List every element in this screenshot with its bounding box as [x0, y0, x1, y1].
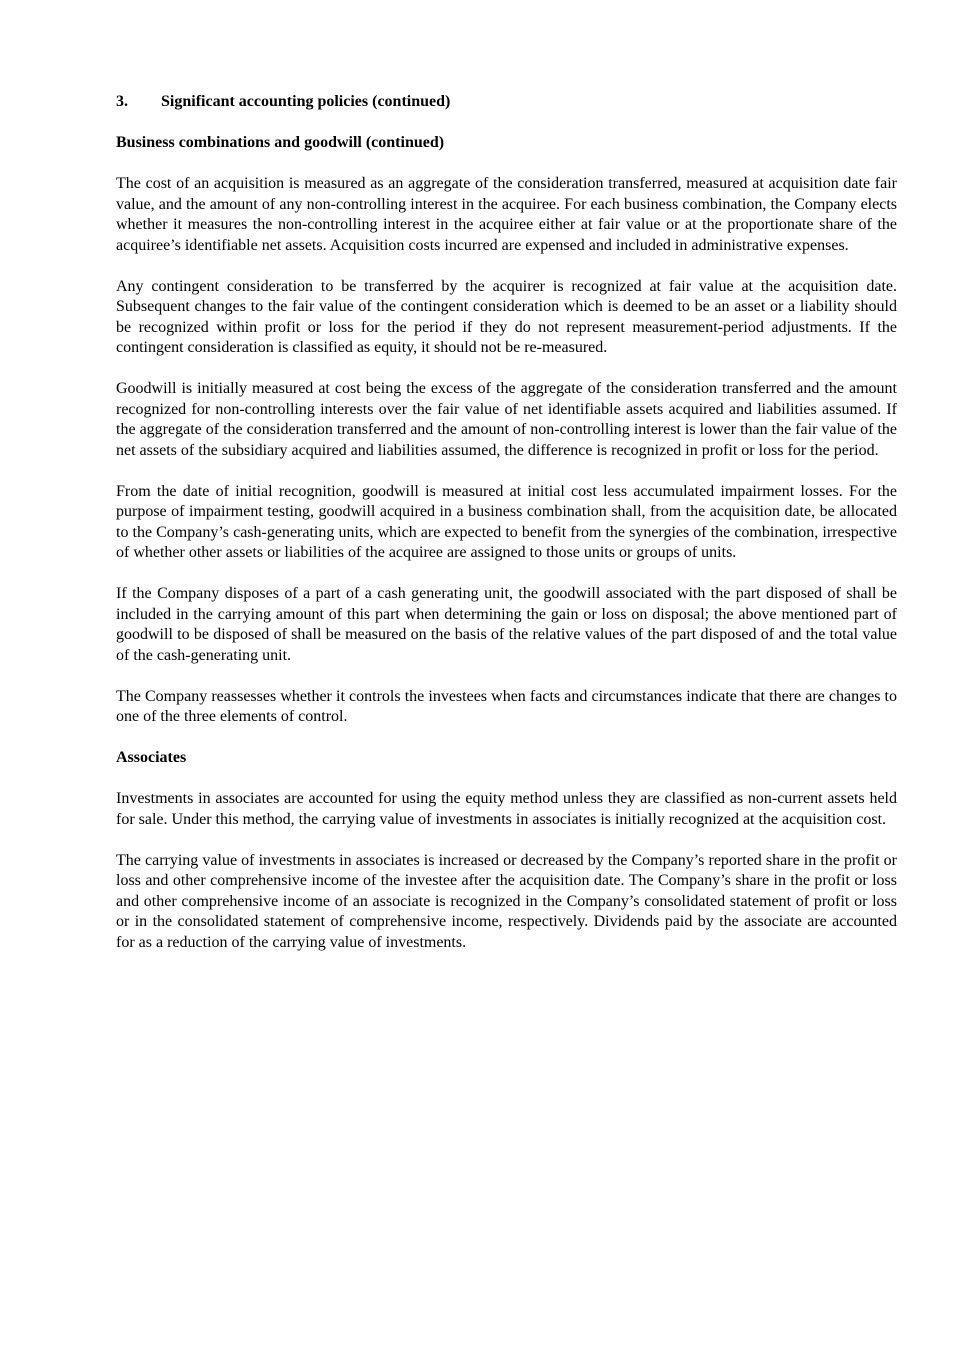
document-page [116, 92, 897, 974]
paragraph-goodwill-initial: Goodwill is initially measured at cost being the excess of the aggregate of the consideration transferred and the amount recognized for non-controlling interests over the fair value of net identifiable assets acquired and liabilities assumed. If the aggregate of the consideration transferred and the amount of non-controlling interest is lower than the fair value of the net assets of the subsidiary acquired and liabilities assumed, the difference is recognized in profit or loss for the period. [116, 380, 897, 459]
section-heading [116, 92, 897, 113]
associates-heading: Associates [116, 749, 187, 766]
paragraph-contingent-consideration: Any contingent consideration to be transferred by the acquirer is recognized at fair value at the acquisition date. Subsequent changes to the fair value of the contingent consideration which is deemed to be an asset or a liability should be recognized within profit or loss for the period if they do not represent measurement-period adjustments. If the contingent consideration is classified as equity, it should not be re-measured. [116, 277, 897, 356]
business-combinations-heading: Business combinations and goodwill (continued) [116, 134, 445, 151]
section-title: Significant accounting policies (continued) [161, 93, 451, 110]
paragraph-associates-carrying-value: The carrying value of investments in associates is increased or decreased by the Company’s reported share in the profit or loss and other comprehensive income of the investee after the acquisition date. The Company’s share in the profit or loss and other comprehensive income of an associate is recognized in the Company’s consolidated statement of profit or loss or in the consolidated statement of comprehensive income, respectively. Dividends paid by the associate are accounted for as a reduction of the carrying value of investments. [116, 851, 897, 951]
paragraph-acquisition-cost: The cost of an acquisition is measured as an aggregate of the consideration transferred, measured at acquisition date fair value, and the amount of any non-controlling interest in the acquiree. For each business combination, the Company elects whether it measures the non-controlling interest in the acquiree either at fair value or at the proportionate share of the acquiree’s identifiable net assets. Acquisition costs incurred are expensed and included in administrative expenses. [116, 175, 897, 254]
section-number: 3. [116, 93, 128, 110]
paragraph-associates-equity-method: Investments in associates are accounted for using the equity method unless they are classified as non-current assets held for sale. Under this method, the carrying value of investments in associates is initially recognized at the acquisition cost. [116, 790, 897, 828]
paragraph-goodwill-impairment: From the date of initial recognition, goodwill is measured at initial cost less accumulated impairment losses. For the purpose of impairment testing, goodwill acquired in a business combination shall, from the acquisition date, be allocated to the Company’s cash-generating units, which are expected to benefit from the synergies of the combination, irrespective of whether other assets or liabilities of the acquiree are assigned to those units or groups of units. [116, 482, 897, 561]
paragraph-goodwill-disposal: If the Company disposes of a part of a cash generating unit, the goodwill associated with the part disposed of shall be included in the carrying amount of this part when determining the gain or loss on disposal; the above mentioned part of goodwill to be disposed of shall be measured on the basis of the relative values of the part disposed of and the total value of the cash-generating unit. [116, 585, 897, 664]
paragraph-control-reassessment: The Company reassesses whether it controls the investees when facts and circumstances indicate that there are changes to one of the three elements of control. [116, 687, 897, 725]
